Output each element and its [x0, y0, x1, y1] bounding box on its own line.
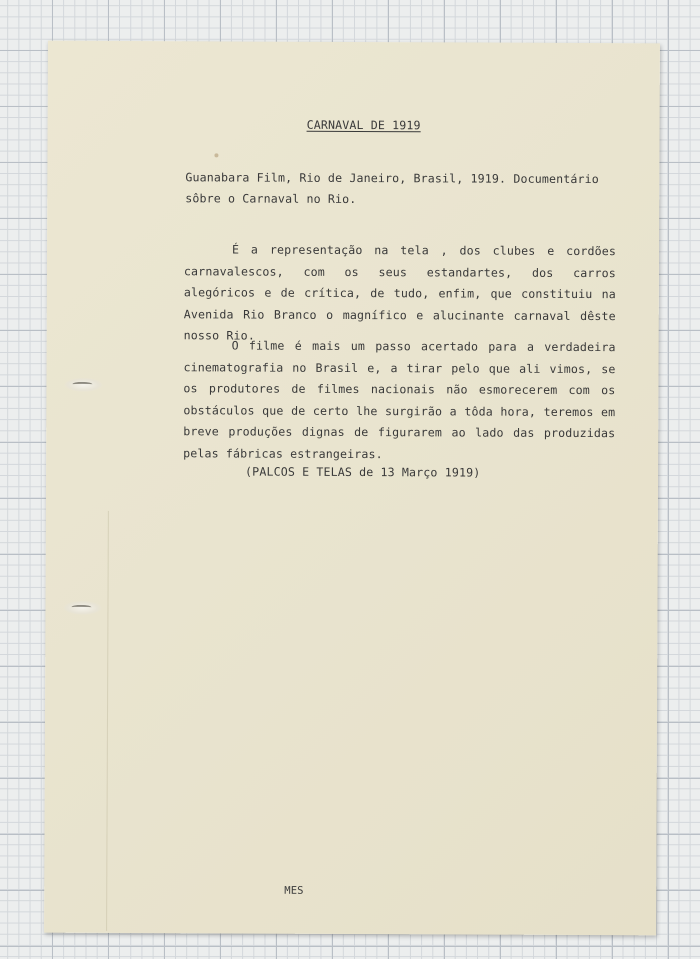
document-title: CARNAVAL DE 1919 [306, 117, 421, 133]
film-credits: Guanabara Film, Rio de Janeiro, Brasil, 1919. Documentário sôbre o Carnaval no Rio. [185, 170, 599, 207]
punch-hole [63, 601, 101, 615]
author-initials: MES [284, 884, 304, 897]
punch-hole [64, 378, 102, 392]
paper-speck [214, 153, 218, 157]
paragraph-description: É a representação na tela , dos clubes e cordões carnavalescos, com os seus estandartes, dos carros alegóricos e de crítica, de tudo, enfim, que constituiu na Avenida Rio Branco o magnífico e alucinante carnaval dêste nosso Rio. [183, 242, 617, 343]
paragraph-review: O filme é mais um passo acertado para a verdadeira cinematografia no Brasil e, a tirar pelo que ali vimos, se os produtores de filmes nacionais não esmorecerem com os obstáculos que de certo lhe surgirão a tôda hora, teremos em breve produções dignas de figurarem ao lado das produzidas pelas fábricas estrangeiras. [183, 338, 616, 461]
document-page [44, 41, 660, 936]
source-citation: (PALCOS E TELAS de 13 Março 1919) [245, 464, 481, 480]
